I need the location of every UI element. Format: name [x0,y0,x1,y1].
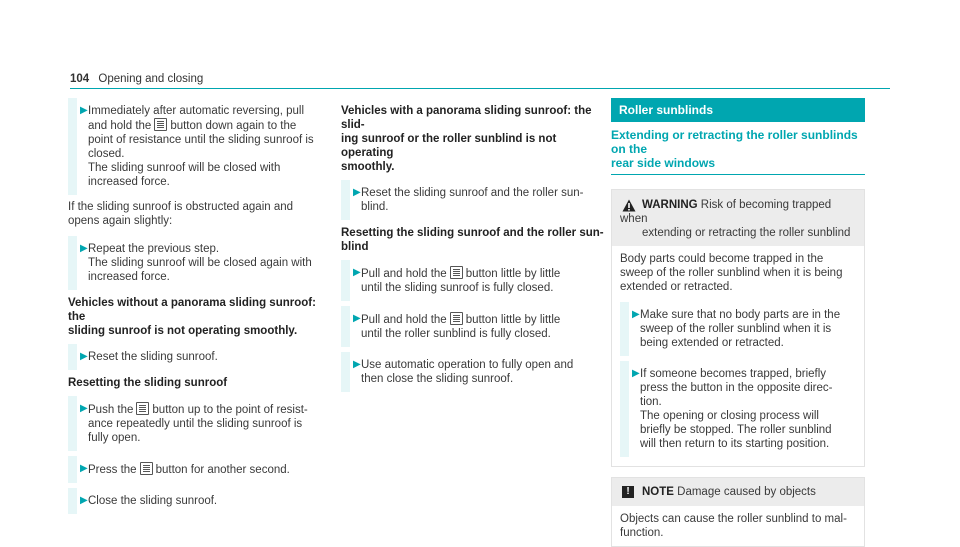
note-body: Objects can cause the roller sunblind to mal- function. [620,513,847,539]
page-header [70,73,203,85]
paragraph: Body parts could become trapped in the sweep of the roller sunblind when it is being extended or retracted. [620,253,843,293]
step [68,456,333,483]
step [68,396,333,451]
step-text: button little by little until the roller sunblind is fully closed. [361,314,561,340]
step-text: Push the [88,404,134,416]
step-text: button little by little until the sliding sunroof is fully closed. [361,268,561,294]
warning-title: Risk of becoming trapped when [620,199,832,225]
step-arrow-icon: ▶ [353,313,361,324]
step-text: button for another second. [155,464,290,476]
step-text: Press the [88,464,137,476]
step-text: Repeat the previous step. The sliding sunroof will be closed again with increased force. [88,243,312,283]
step-arrow-icon: ▶ [80,351,88,362]
step [68,488,333,514]
step [620,361,856,457]
step [341,180,606,220]
step-arrow-icon: ▶ [632,309,640,320]
column-2 [341,98,606,397]
step-text: Close the sliding sunroof. [88,495,218,507]
step [341,352,606,392]
header-rule [70,88,890,89]
step [620,302,856,356]
paragraph: If the sliding sunroof is obstructed again and opens again slightly: [68,201,294,227]
step-text: Make sure that no body parts are in the sweep of the roller sunblind when it is being extended or retracted. [640,309,841,349]
note-label: NOTE [642,486,674,498]
heading: Vehicles without a panorama sliding sunroof: the sliding sunroof is not operating smoothly. [68,297,316,337]
heading: Vehicles with a panorama sliding sunroof: the slid- ing sunroof or the roller sunblind is not operating smoothly. [341,105,592,173]
column-1 [68,98,333,519]
column-3 [611,98,865,547]
heading: Resetting the sliding sunroof [68,377,228,389]
step-arrow-icon: ▶ [353,359,361,370]
sunroof-switch-icon [154,118,167,131]
step-arrow-icon: ▶ [80,403,88,414]
step-arrow-icon: ▶ [80,463,88,474]
subsection-heading: Extending or retracting the roller sunblinds on the rear side windows [611,128,865,175]
warning-title-cont: extending or retracting the roller sunblind [642,227,851,239]
warning-body [612,246,864,466]
step-arrow-icon: ▶ [353,267,361,278]
step-arrow-icon: ▶ [80,243,88,254]
step-arrow-icon: ▶ [353,187,361,198]
section-name: Opening and closing [98,73,204,85]
step-text: Reset the sliding sunroof and the roller sun- blind. [361,187,584,213]
step [68,344,333,370]
step-text: If someone becomes trapped, briefly press the button in the opposite direc- tion. The opening or closing process will briefly be stopped. The roller sunblind will then return to its starting position. [640,368,833,450]
warning-box [611,189,865,467]
section-title: Roller sunblinds [611,98,865,122]
warning-header [612,190,864,246]
sunroof-switch-icon [136,402,149,415]
step-text: button down again to the point of resistance until the sliding sunroof is closed. The sliding sunroof will be closed with increased force. [88,120,314,188]
step-text: Immediately after automatic reversing, pull and hold the [88,105,305,132]
step-arrow-icon: ▶ [80,495,88,506]
warning-triangle-icon [622,199,636,212]
step-text: button up to the point of resist- ance repeatedly until the sliding sunroof is fully open. [88,404,308,444]
step-arrow-icon: ▶ [80,105,88,116]
step-text: Reset the sliding sunroof. [88,351,218,363]
exclamation-icon: ! [622,486,634,498]
note-title: Damage caused by objects [677,486,816,498]
sunroof-switch-icon [450,312,463,325]
heading: Resetting the sliding sunroof and the roller sun- blind [341,227,604,253]
step [68,98,333,195]
warning-label: WARNING [642,199,698,211]
step [341,260,606,301]
step-text: Pull and hold the [361,268,447,280]
note-header [612,478,864,506]
sunroof-switch-icon [450,266,463,279]
step [341,306,606,347]
step-arrow-icon: ▶ [632,368,640,379]
page-number: 104 [70,73,90,85]
step-text: Use automatic operation to fully open and then close the sliding sunroof. [361,359,574,385]
step [68,236,333,290]
note-box [611,477,865,547]
sunroof-switch-icon [140,462,153,475]
step-text: Pull and hold the [361,314,447,326]
